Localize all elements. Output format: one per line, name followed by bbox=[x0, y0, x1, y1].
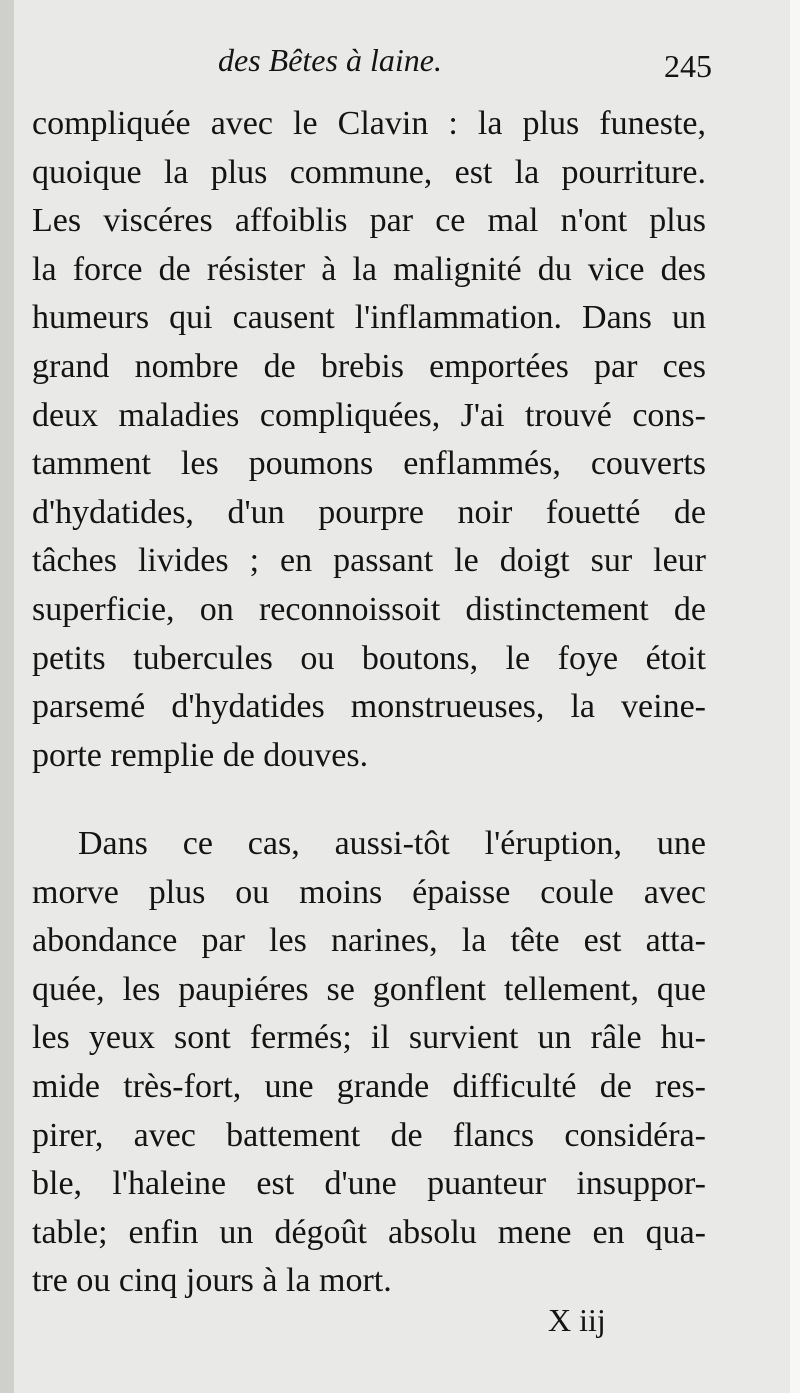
running-title: des Bêtes à laine. bbox=[218, 42, 442, 78]
text-line: la force de résister à la malignité du vice des bbox=[32, 250, 706, 288]
text-line: quée, les paupiéres se gonflent tellement, que bbox=[32, 970, 706, 1008]
text-line: petits tubercules ou boutons, le foye étoit bbox=[32, 639, 706, 677]
text-line: abondance par les narines, la tête est atta- bbox=[32, 922, 706, 960]
paragraph-symptoms bbox=[32, 820, 706, 1306]
text-line: tâches livides ; en passant le doigt sur leur bbox=[32, 542, 706, 580]
text-line: tamment les poumons enflammés, couverts bbox=[32, 445, 706, 483]
text-line: parsemé d'hydatides monstrueuses, la veine- bbox=[32, 688, 706, 726]
text-line: Dans ce cas, aussi-tôt l'éruption, une bbox=[78, 825, 706, 862]
text-line: les yeux sont fermés; il survient un râle hu- bbox=[32, 1019, 706, 1057]
text-line: tre ou cinq jours à la mort. bbox=[32, 1262, 392, 1300]
text-line: grand nombre de brebis emportées par ces bbox=[32, 347, 706, 385]
signature-mark: X iij bbox=[548, 1302, 606, 1338]
paragraph-continued bbox=[32, 100, 706, 780]
page-number: 245 bbox=[664, 48, 712, 84]
text-line: humeurs qui causent l'inflammation. Dans un bbox=[32, 299, 706, 337]
text-line: Les viscéres affoiblis par ce mal n'ont plus bbox=[32, 202, 706, 240]
text-line: quoique la plus commune, est la pourriture. bbox=[32, 153, 706, 191]
text-line: mide très-fort, une grande difficulté de res- bbox=[32, 1067, 706, 1105]
text-line: porte remplie de douves. bbox=[32, 736, 369, 774]
page-right-edge bbox=[790, 0, 800, 1393]
text-line: superficie, on reconnoissoit distinctement de bbox=[32, 590, 706, 628]
running-head bbox=[32, 40, 722, 90]
text-line: d'hydatides, d'un pourpre noir fouetté de bbox=[32, 493, 706, 531]
text-line: table; enfin un dégoût absolu mene en qua- bbox=[32, 1213, 706, 1251]
text-line: compliquée avec le Clavin : la plus funeste, bbox=[32, 105, 706, 142]
text-line: deux maladies compliquées, J'ai trouvé cons- bbox=[32, 396, 706, 434]
text-line: morve plus ou moins épaisse coule avec bbox=[32, 873, 706, 911]
page-left-edge bbox=[0, 0, 14, 1393]
text-line: pirer, avec battement de flancs considéra- bbox=[32, 1116, 706, 1154]
text-line: ble, l'haleine est d'une puanteur insuppor- bbox=[32, 1165, 706, 1203]
